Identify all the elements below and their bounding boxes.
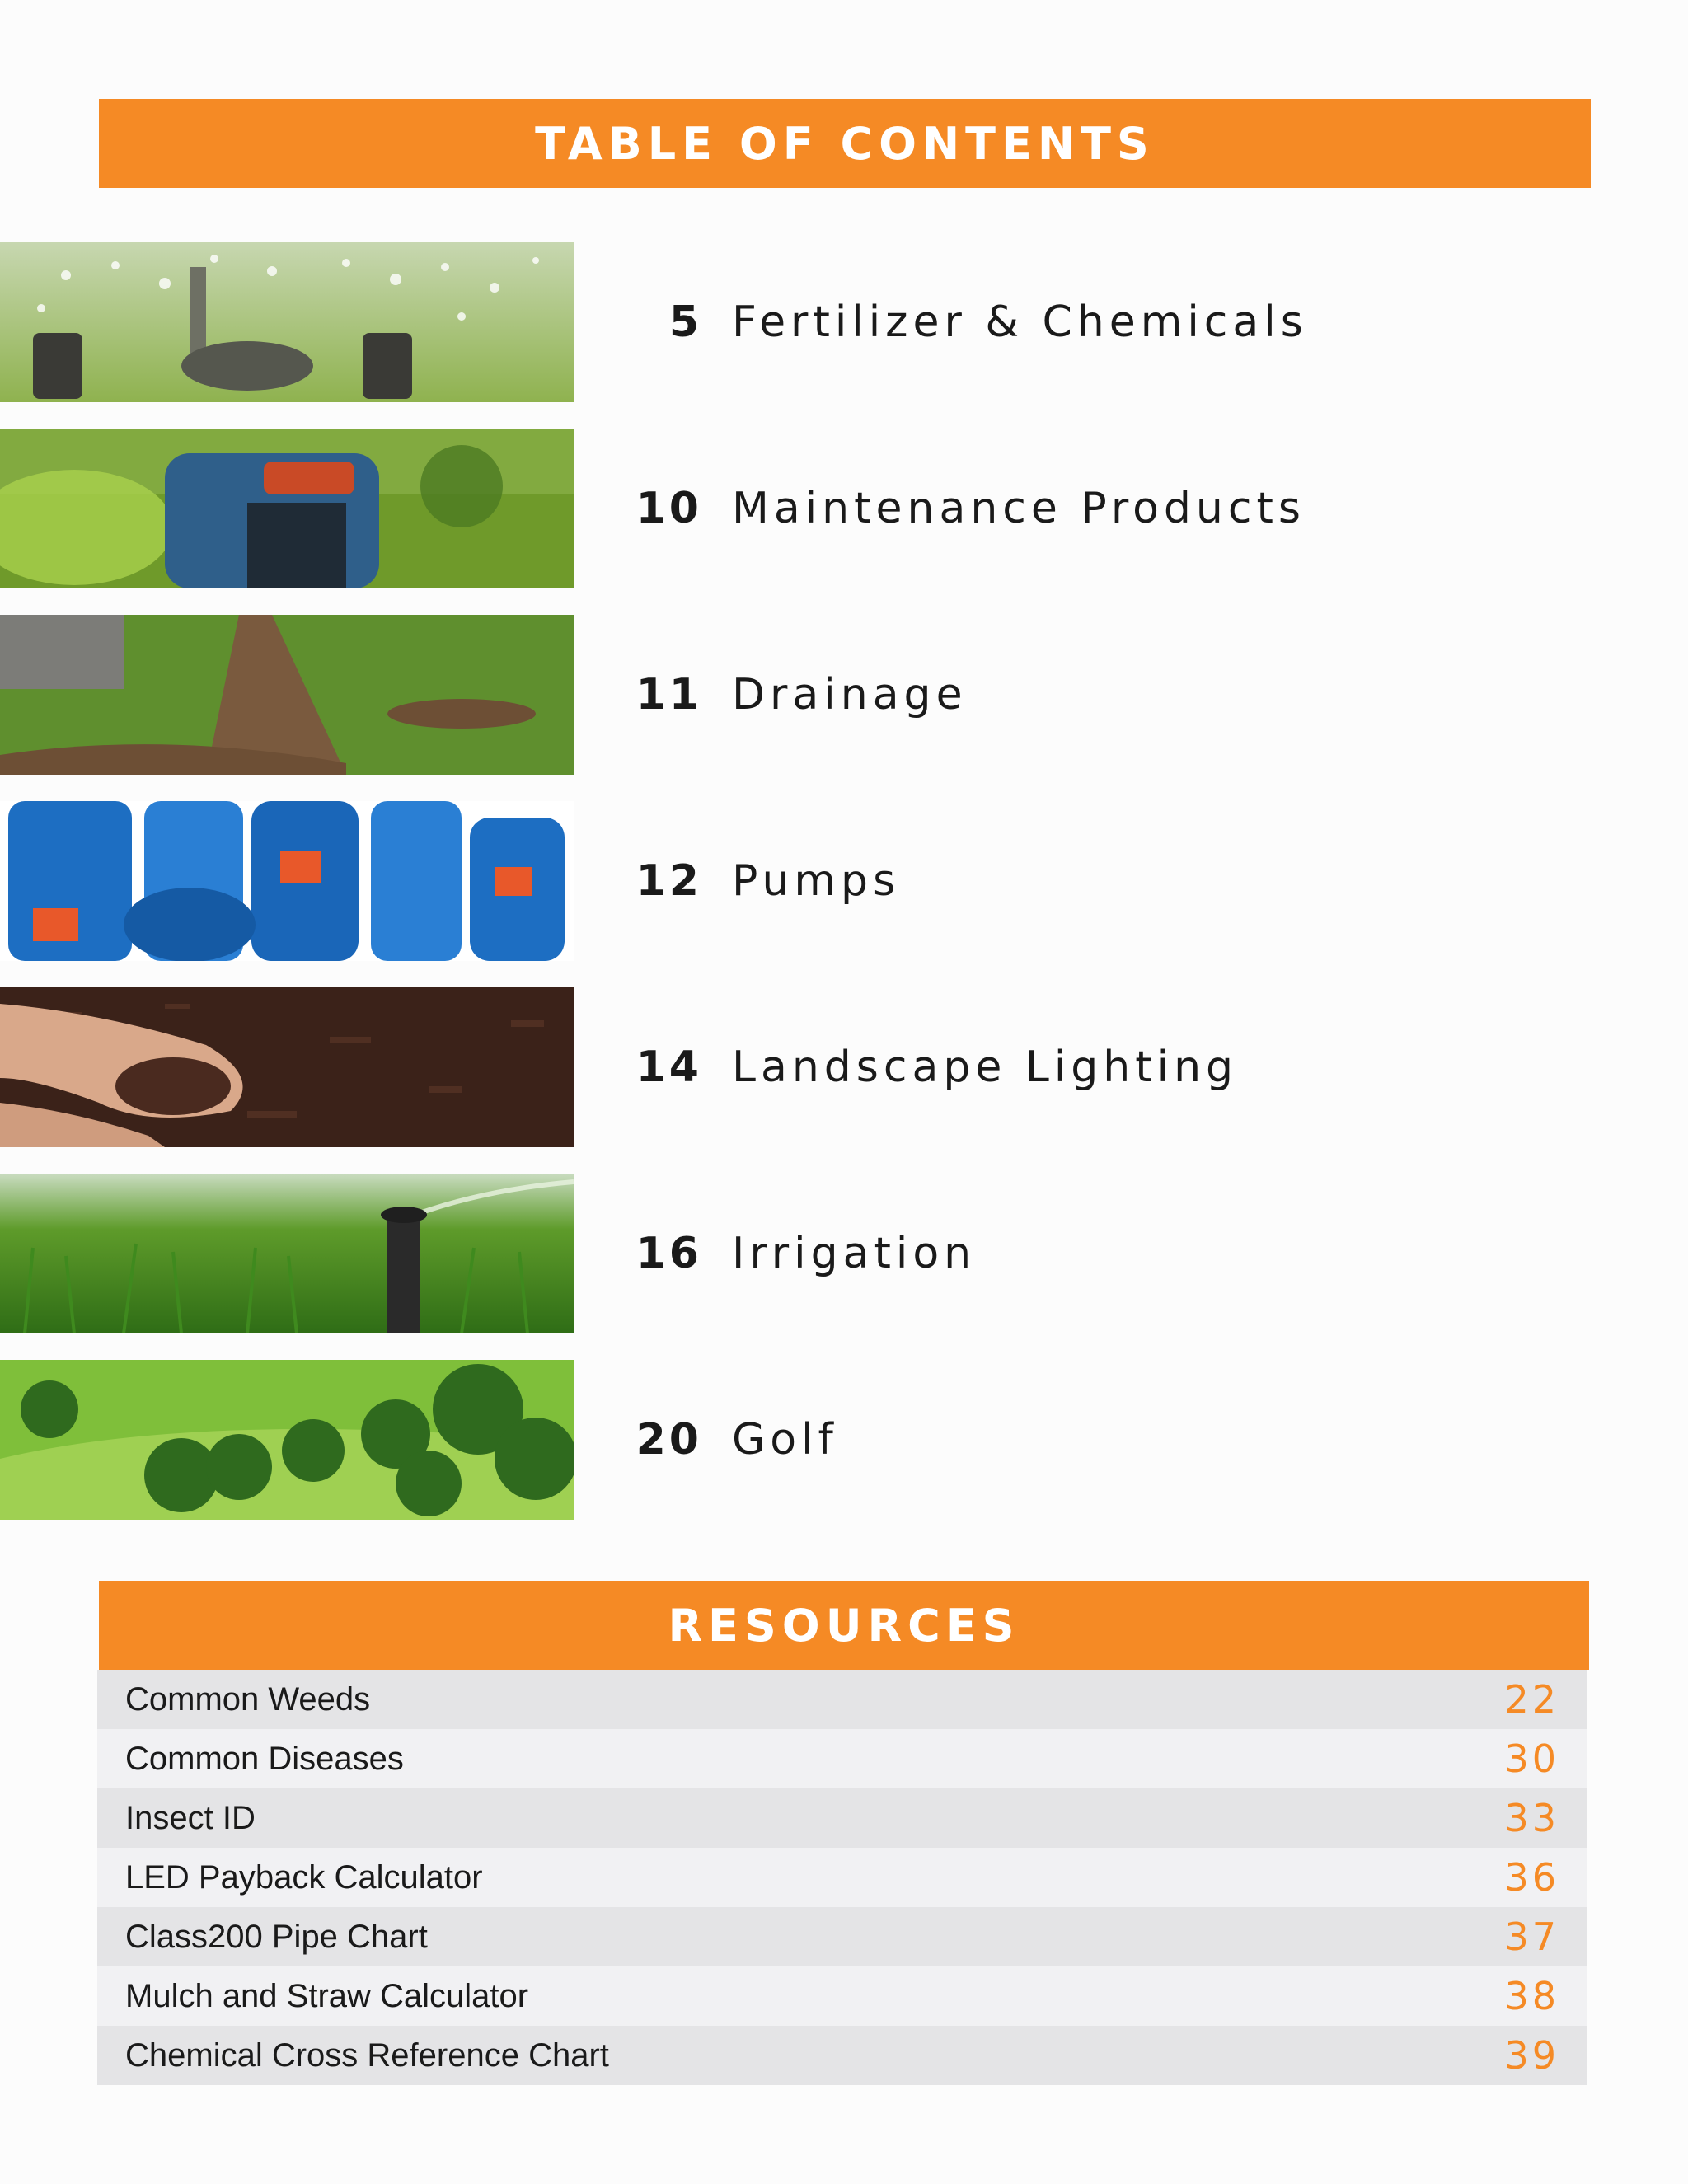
resource-label: Insect ID [125, 1799, 256, 1836]
resource-label: LED Payback Calculator [125, 1858, 483, 1896]
resource-page-number: 33 [1504, 1796, 1559, 1840]
resource-page-number: 37 [1504, 1915, 1559, 1959]
toc-page-number: 20 [635, 1415, 702, 1465]
irrigation-sprinkler-photo [0, 1174, 574, 1333]
resource-row-chemical-cross-reference-chart[interactable] [97, 2026, 1587, 2085]
toc-page-number: 11 [635, 670, 702, 719]
resource-label: Common Weeds [125, 1680, 371, 1718]
resource-row-common-weeds[interactable] [97, 1670, 1587, 1729]
drainage-trench-photo [0, 615, 574, 775]
toc-page-number: 12 [635, 856, 702, 906]
toc-item-drainage[interactable] [0, 615, 1688, 775]
sprinkler-photo [0, 242, 574, 402]
resource-page-number: 22 [1504, 1677, 1559, 1722]
resource-row-mulch-and-straw-calculator[interactable] [97, 1966, 1587, 2026]
resource-row-common-diseases[interactable] [97, 1729, 1587, 1788]
resource-row-class200-pipe-chart[interactable] [97, 1907, 1587, 1966]
resources-heading: RESOURCES [99, 1581, 1589, 1670]
toc-item-irrigation[interactable] [0, 1174, 1688, 1333]
toc-title: Drainage [732, 670, 968, 719]
toc-page-number: 16 [635, 1229, 702, 1278]
resource-page-number: 30 [1504, 1736, 1559, 1781]
toc-title: Pumps [732, 856, 901, 906]
resource-row-insect-id[interactable] [97, 1788, 1587, 1848]
toc-item-fertilizer[interactable] [0, 242, 1688, 402]
golf-course-photo [0, 1360, 574, 1520]
toc-item-pumps[interactable] [0, 801, 1688, 961]
resource-label: Common Diseases [125, 1740, 404, 1777]
toc-title: Golf [732, 1415, 838, 1465]
lawn-mower-photo [0, 429, 574, 588]
toc-item-golf[interactable] [0, 1360, 1688, 1520]
mulch-hands-photo [0, 987, 574, 1147]
resource-page-number: 36 [1504, 1855, 1559, 1900]
toc-page-number: 5 [668, 298, 702, 347]
toc-title: Landscape Lighting [732, 1043, 1239, 1092]
resource-page-number: 38 [1504, 1974, 1559, 2018]
resource-page-number: 39 [1504, 2033, 1559, 2078]
resources-list [97, 1670, 1587, 2085]
pressure-tanks-photo [0, 801, 574, 961]
resource-label: Class200 Pipe Chart [125, 1918, 428, 1955]
resource-label: Chemical Cross Reference Chart [125, 2036, 609, 2074]
resource-label: Mulch and Straw Calculator [125, 1977, 529, 2014]
toc-heading: TABLE OF CONTENTS [99, 99, 1591, 188]
toc-title: Fertilizer & Chemicals [732, 298, 1308, 347]
toc-title: Maintenance Products [732, 484, 1306, 533]
resource-row-led-payback-calculator[interactable] [97, 1848, 1587, 1907]
toc-item-landscape-lighting[interactable] [0, 987, 1688, 1147]
toc-title: Irrigation [732, 1229, 977, 1278]
toc-page-number: 10 [635, 484, 702, 533]
toc-page-number: 14 [635, 1043, 702, 1092]
toc-item-maintenance[interactable] [0, 429, 1688, 588]
